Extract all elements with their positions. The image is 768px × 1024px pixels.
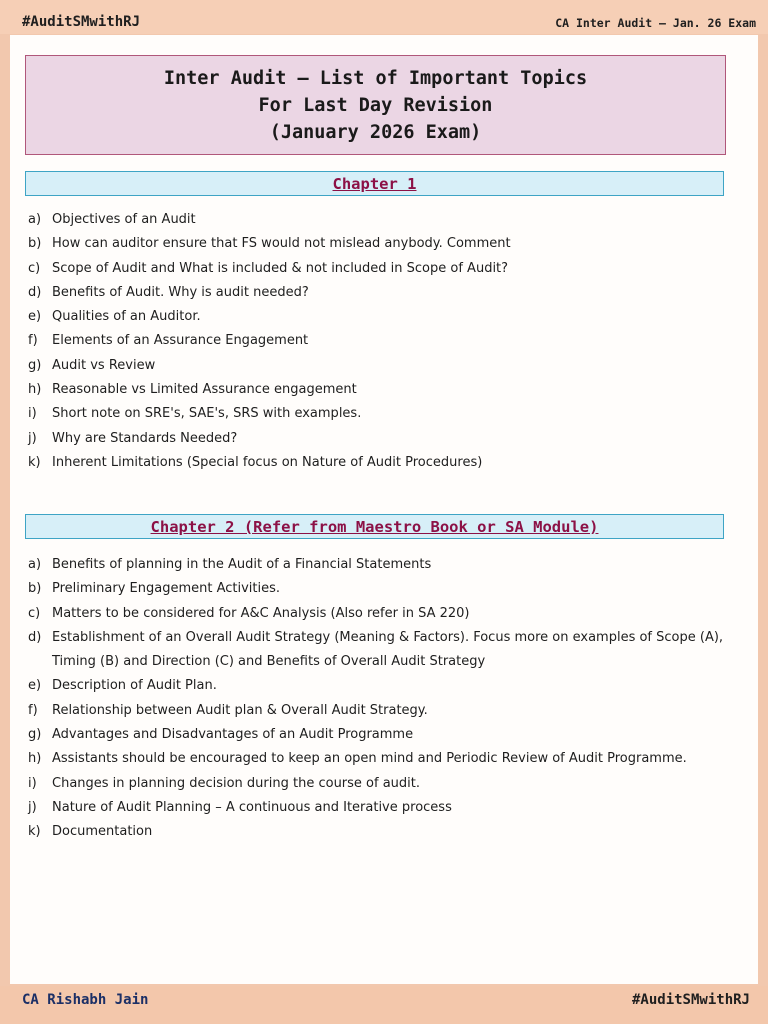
list-item-text: Establishment of an Overall Audit Strategy (Meaning & Factors). Focus more on examples of Scope (A), Timing (B) and Direction (C) and Benefits of Overall Audit Strategy (52, 629, 724, 670)
list-item-marker: f) (28, 333, 38, 349)
list-item-marker: k) (28, 454, 41, 470)
list-item-marker: g) (28, 357, 42, 373)
footer-author: CA Rishabh Jain (22, 992, 149, 1008)
footer-hashtag: #AuditSMwithRJ (631, 992, 750, 1008)
page-header (0, 0, 768, 34)
list-item (28, 232, 740, 256)
list-item-text: Benefits of Audit. Why is audit needed? (52, 284, 309, 300)
list-item (28, 208, 740, 232)
list-item-marker: d) (28, 284, 42, 300)
list-item-text: Documentation (52, 824, 153, 840)
list-item-marker: e) (28, 678, 42, 694)
list-item-text: Benefits of planning in the Audit of a Financial Statements (52, 557, 432, 572)
title-line-2: For Last Day Revision (258, 94, 493, 116)
list-item-marker: i) (28, 406, 37, 422)
list-item-text: Relationship between Audit plan & Overall Audit Strategy. (52, 702, 428, 718)
title-line-1: Inter Audit – List of Important Topics (163, 67, 588, 89)
title-box (25, 55, 726, 155)
list-item-marker: c) (28, 605, 41, 621)
list-item-marker: g) (28, 727, 42, 743)
list-item-text: How can auditor ensure that FS would not mislead anybody. Comment (52, 236, 511, 252)
list-item-marker: h) (28, 751, 42, 767)
list-item (28, 305, 740, 329)
list-item (28, 747, 740, 771)
list-item (28, 602, 740, 626)
list-item (28, 378, 740, 402)
title-line-3: (January 2026 Exam) (269, 121, 482, 143)
page-footer (0, 986, 768, 1024)
chapter-2-heading: Chapter 2 (Refer from Maestro Book or SA Module) (25, 514, 724, 539)
list-item-text: Why are Standards Needed? (52, 430, 238, 446)
header-exam-label: CA Inter Audit – Jan. 26 Exam (555, 16, 756, 30)
list-item (28, 257, 740, 281)
list-item-text: Objectives of an Audit (52, 212, 196, 227)
list-item-marker: b) (28, 581, 42, 597)
list-item-text: Qualities of an Auditor. (52, 309, 201, 325)
list-item-marker: c) (28, 260, 41, 276)
list-item (28, 281, 740, 305)
list-item (28, 626, 740, 675)
list-item-text: Description of Audit Plan. (52, 678, 217, 694)
list-item-text: Audit vs Review (52, 357, 156, 373)
chapter-1-heading: Chapter 1 (25, 171, 724, 196)
list-item-marker: i) (28, 775, 37, 791)
list-item-text: Nature of Audit Planning – A continuous and Iterative process (52, 799, 452, 815)
chapter-1-topic-list (28, 208, 740, 475)
list-item-marker: h) (28, 382, 42, 398)
list-item-text: Advantages and Disadvantages of an Audit Programme (52, 727, 414, 743)
list-item-marker: k) (28, 824, 41, 840)
list-item-text: Reasonable vs Limited Assurance engagement (52, 382, 357, 398)
list-item (28, 699, 740, 723)
list-item (28, 577, 740, 601)
list-item-text: Short note on SRE's, SAE's, SRS with examples. (52, 406, 362, 422)
chapter-2-topic-list (28, 553, 740, 845)
list-item-text: Matters to be considered for A&C Analysis (Also refer in SA 220) (52, 605, 470, 621)
list-item (28, 451, 740, 475)
list-item-marker: j) (28, 799, 37, 815)
list-item-marker: j) (28, 430, 37, 446)
list-item (28, 723, 740, 747)
list-item (28, 796, 740, 820)
list-item (28, 354, 740, 378)
list-item-marker: f) (28, 702, 38, 718)
list-item-marker: a) (28, 557, 42, 572)
list-item-text: Assistants should be encouraged to keep an open mind and Periodic Review of Audit Programme. (52, 751, 687, 767)
list-item-text: Inherent Limitations (Special focus on Nature of Audit Procedures) (52, 454, 483, 470)
list-item-marker: a) (28, 212, 42, 227)
list-item-text: Elements of an Assurance Engagement (52, 333, 309, 349)
list-item (28, 329, 740, 353)
list-item-marker: d) (28, 629, 42, 645)
list-item (28, 553, 740, 577)
list-item-text: Changes in planning decision during the course of audit. (52, 775, 421, 791)
header-hashtag: #AuditSMwithRJ (22, 14, 141, 30)
page-body (10, 35, 758, 984)
list-item (28, 674, 740, 698)
list-item-marker: e) (28, 309, 42, 325)
list-item (28, 402, 740, 426)
list-item (28, 772, 740, 796)
list-item-text: Scope of Audit and What is included & not included in Scope of Audit? (52, 260, 509, 276)
list-item (28, 427, 740, 451)
list-item (28, 820, 740, 844)
list-item-text: Preliminary Engagement Activities. (52, 581, 281, 597)
list-item-marker: b) (28, 236, 42, 252)
